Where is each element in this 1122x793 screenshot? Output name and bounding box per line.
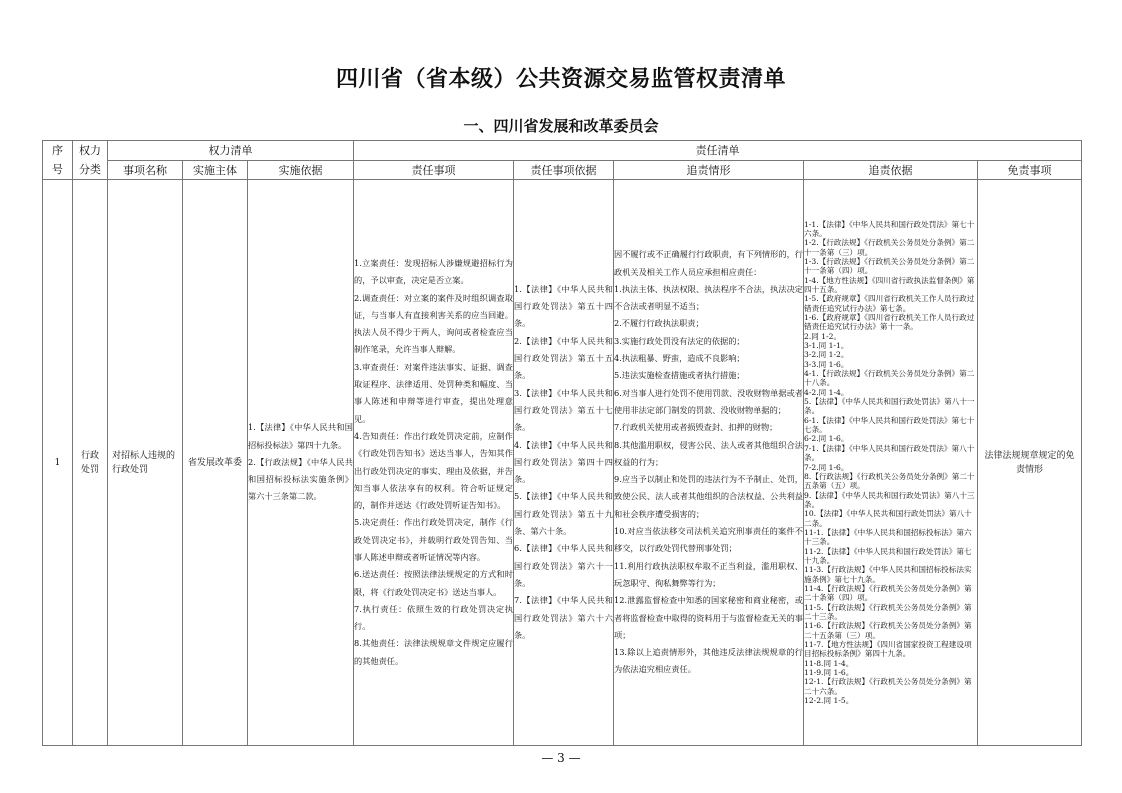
list-item: 11-6.【行政法规】《行政机关公务员处分条例》第二十五条第（三）项。 [804,621,972,640]
list-item: 1.【法律】《中华人民共和国招标投标法》第四十九条。 [248,422,353,450]
header-power-category: 权力分类 [73,141,108,180]
list-item: 3.审查责任：对案件违法事实、证据、调查取证程序、法律适用、处罚种类和幅度、当事人陈述和申辩等进行审查，提出处理意见。 [354,361,513,424]
list-item: 2.【法律】《中华人民共和国行政处罚法》第五十五条。 [514,335,613,381]
list-item: 5.违法实施检查措施或者执行措施； [614,370,745,381]
list-item: 6.【法律】《中华人民共和国行政处罚法》第六十一条。 [514,543,613,588]
cell-implementing-body: 省发展改革委 [183,180,248,746]
header-accountability-basis: 追责依据 [804,160,978,180]
list-item: 6.送达责任：按照法律法规规定的方式和时限，将《行政处罚决定书》送达当事人。 [354,569,513,597]
list-item: 10.对应当依法移交司法机关追究刑事责任的案件不移交，以行政处罚代替刑事处罚； [614,526,803,554]
header-accountability-cases: 追责情形 [614,160,804,180]
list-item: 3.【法律】《中华人民共和国行政处罚法》第五十七条。 [514,387,613,433]
list-item: 12.泄露监督检查中知悉的国家秘密和商业秘密，或者将监督检查中取得的资料用于与监督检查无关的事项； [614,595,803,640]
list-item: 7.行政机关使用或者损毁查封、扣押的财物； [614,422,778,433]
table-row [43,180,1082,746]
list-item: 4-2.同 1-4。 [804,387,849,397]
list-item: 6.对当事人进行处罚不使用罚款、没收财物单据或者使用非法定部门制发的罚款、没收财物单据的； [614,387,803,415]
list-item: 7-1.【法律】《中华人民共和国行政处罚法》第八十条。 [804,443,975,463]
cell-responsibilities [354,180,514,746]
list-item: 3-2.同 1-2。 [804,350,849,360]
header-seq: 序号 [43,141,73,180]
list-item: 11-9.同 1-6。 [804,668,854,678]
list-item: 3-3.同 1-6。 [804,359,849,369]
list-item: 11-7.【地方性法规】《四川省国家投资工程建设项目招标投标条例》第四十九条。 [804,640,972,659]
list-item: 1-3.【行政法规】《行政机关公务员处分条例》第二十一条第（四）项。 [804,256,975,276]
list-item: 8.其他责任：法律法规规章文件规定应履行的其他责任。 [354,638,513,666]
list-item: 8.【行政法规】《行政机关公务员处分条例》第二十五条第（五）项。 [804,471,975,491]
list-item: 11-8.同 1-4。 [804,658,854,668]
list-item: 11-2.【法律】《中华人民共和国行政处罚法》第七十九条。 [804,546,972,565]
list-item: 1.执法主体、执法权限、执法程序不合法，执法决定不合法或者明显不适当； [614,283,803,312]
list-item: 1-2.【行政法规】《行政机关公务员处分条例》第二十一条第（三）项。 [804,238,975,257]
list-item: 1-5.【政府规章】《四川省行政机关工作人员行政过错责任追究试行办法》第七条。 [804,294,975,313]
cell-accountability-cases [614,180,804,746]
list-item: 2.不履行行政执法职责； [614,318,704,329]
list-item: 1.【法律】《中华人民共和国行政处罚法》第五十四条。 [514,283,613,329]
list-item: 7-2.同 1-6。 [804,462,849,472]
list-item: 3.实施行政处罚没有法定的依据的； [614,335,745,346]
list-item: 因不履行或不正确履行行政职责，有下列情形的，行政机关及相关工作人员应承担相应责任： [614,249,803,277]
cell-implementation-basis [248,180,354,746]
cell-seq: 1 [43,180,73,746]
list-item: 12-2.同 1-5。 [804,696,854,706]
section-title: 一、四川省发展和改革委员会 [463,117,659,135]
list-item: 9.应当予以制止和处罚的违法行为不予制止、处罚，致使公民、法人或者其他组织的合法权益、公共利益和社会秩序遭受损害的； [614,474,803,519]
header-item-name: 事项名称 [108,160,183,180]
cell-accountability-basis [804,180,978,746]
header-responsibility-list: 责任清单 [354,141,1082,161]
cell-responsibility-basis [514,180,614,746]
list-item: 7.执行责任：依照生效的行政处罚决定执行。 [354,603,513,632]
list-item: 2.调查责任：对立案的案件及时组织调查取证，与当事人有直接利害关系的应当回避。执法人员不得少于两人，询问或者检查应当制作笔录，允许当事人辩解。 [354,292,513,355]
list-item: 11-5.【行政法规】《行政机关公务员处分条例》第二十三条。 [804,602,972,621]
cell-exemptions: 法律法规规章规定的免责情形 [978,180,1082,746]
cell-item-name: 对招标人违规的行政处罚 [108,180,183,746]
list-item: 8.其他滥用职权，侵害公民、法人或者其他组织合法权益的行为； [614,439,803,467]
list-item: 3-1.同 1-1。 [804,341,849,351]
list-item: 1-6.【政府规章】《四川省行政机关工作人员行政过错责任追究试行办法》第十一条。 [804,313,975,332]
list-item: 5.【法律】《中华人民共和国行政处罚法》第五十九条、第六十条。 [514,491,613,537]
header-power-list: 权力清单 [108,141,354,161]
list-item: 1-4.【地方性法规】《四川省行政执法监督条例》第四十五条。 [804,275,975,294]
list-item: 6-2.同 1-6。 [804,434,849,444]
list-item: 13.除以上追责情形外，其他违反法律法规规章的行为依法追究相应责任。 [614,647,803,675]
header-responsibilities: 责任事项 [354,160,514,180]
list-item: 5.【法律】《中华人民共和国行政处罚法》第八十一条。 [804,397,975,416]
list-item: 11-1.【法律】《中华人民共和国招标投标法》第六十三条。 [804,527,972,547]
list-item: 5.决定责任：作出行政处罚决定，制作《行政处罚决定书》，并载明行政处罚告知、当事人陈述申辩或者听证情况等内容。 [354,517,513,562]
header-implementing-body: 实施主体 [183,160,248,180]
list-item: 10.【法律】《中华人民共和国行政处罚法》第八十二条。 [804,509,972,528]
list-item: 11-3.【行政法规】《中华人民共和国招标投标法实施条例》第七十九条。 [804,565,972,584]
list-item: 7.【法律】《中华人民共和国行政处罚法》第六十六条。 [514,595,613,640]
header-responsibility-basis: 责任事项依据 [514,160,614,180]
list-item: 1.立案责任：发现招标人涉嫌规避招标行为的，予以审查，决定是否立案。 [354,257,513,286]
list-item: 4-1.【行政法规】《行政机关公务员处分条例》第二十八条。 [804,369,975,388]
list-item: 12-1.【行政法规】《行政机关公务员处分条例》第二十六条。 [804,677,972,696]
header-implementation-basis: 实施依据 [248,160,354,180]
list-item: 11-4.【行政法规】《行政机关公务员处分条例》第二十条第（四）项。 [804,583,972,603]
list-item: 4.【法律】《中华人民共和国行政处罚法》第四十四条。 [514,439,613,485]
page-number: — 3 — [541,751,581,765]
document-title: 四川省（省本级）公共资源交易监管权责清单 [335,67,786,92]
list-item: 6-1.【法律】《中华人民共和国行政处罚法》第七十七条。 [804,415,975,435]
cell-power-category: 行政处罚 [73,180,108,746]
header-exemptions: 免责事项 [978,160,1082,180]
list-item: 11.利用行政执法职权牟取不正当利益，滥用职权、玩忽职守、徇私舞弊等行为； [614,560,803,588]
list-item: 4.告知责任：作出行政处罚决定前，应制作《行政处罚告知书》送达当事人，告知其作出行政处罚决定的事实、理由及依据，并告知当事人依法享有的权利。符合听证规定的，制作并送达《行政处罚听证告知书》。 [354,430,513,511]
list-item: 1-1.【法律】《中华人民共和国行政处罚法》第七十六条。 [804,219,975,238]
list-item: 2.【行政法规】《中华人民共和国招标投标法实施条例》第六十三条第二款。 [248,456,353,502]
list-item: 2.同 1-2。 [804,331,842,341]
list-item: 9.【法律】《中华人民共和国行政处罚法》第八十三条。 [804,490,975,509]
list-item: 4.执法粗暴、野蛮，造成不良影响； [614,353,745,364]
power-responsibility-table [42,140,1082,746]
